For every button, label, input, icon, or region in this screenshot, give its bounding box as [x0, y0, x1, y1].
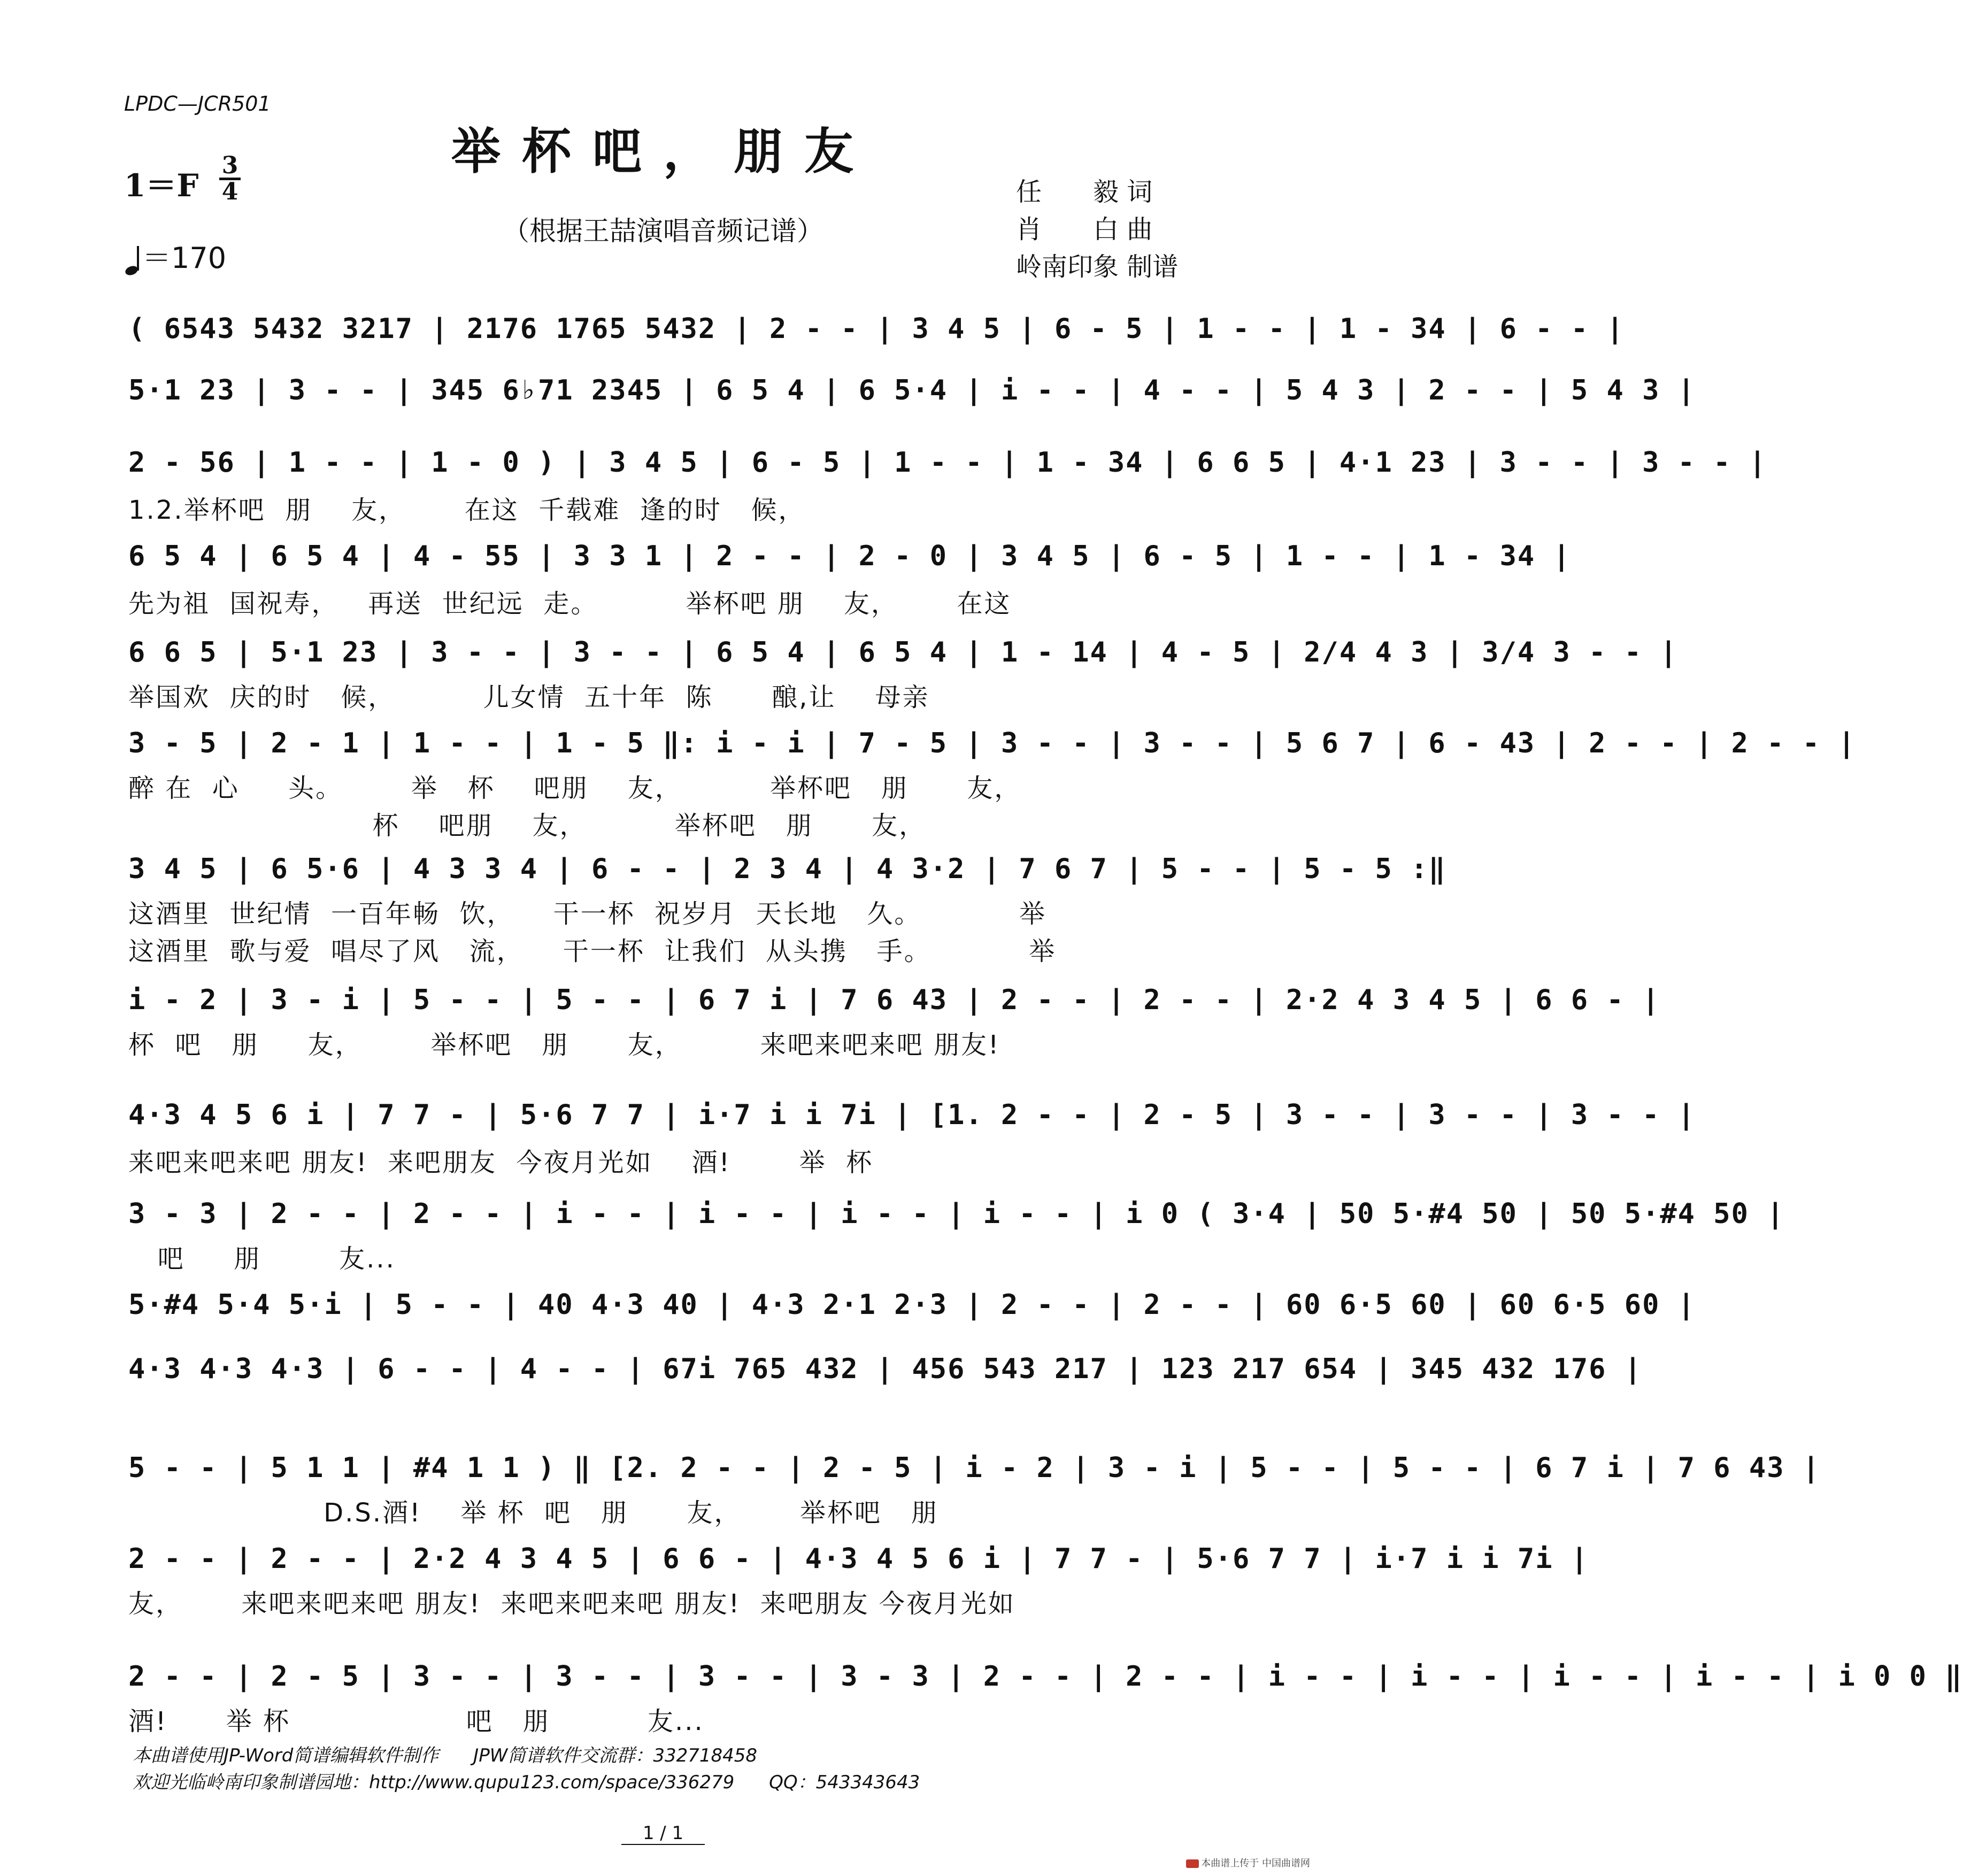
footer-website-note: 欢迎光临岭南印象制谱园地：http://www.qupu123.com/space/336279 QQ：543343643: [133, 1772, 920, 1793]
arranger-credit: 岭南印象 制谱: [1016, 252, 1179, 282]
score-line-2: 5·1 23 | 3 - - | 345 6♭71 2345 | 6 5 4 | 6 5·4 | i - - | 4 - - | 5 4 3 | 2 - - | 5 4 3 |: [128, 374, 1696, 406]
score-code: LPDC—JCR501: [124, 92, 271, 116]
lyric-line-6a: 醉 在 心 头。 举 杯 吧朋 友， 举杯吧 朋 友，: [128, 773, 1022, 803]
lyric-line-14: 友， 来吧来吧来吧 朋友! 来吧来吧来吧 朋友! 来吧朋友 今夜月光如: [128, 1589, 1015, 1619]
score-line-14: 2 - - | 2 - - | 2·2 4 3 4 5 | 6 6 - | 4·3 4 5 6 i | 7 7 - | 5·6 7 7 | i·7 i i 7i |: [128, 1543, 1589, 1575]
score-line-10: 3 - 3 | 2 - - | 2 - - | i - - | i - - | i - - | i - - | i 0 ( 3·4 | 50 5·#4 50 | 50 5·#4 50 |: [128, 1198, 1785, 1230]
key-signature: 1＝F: [124, 167, 199, 204]
score-line-4: 6 5 4 | 6 5 4 | 4 - 55 | 3 3 1 | 2 - - | 2 - 0 | 3 4 5 | 6 - 5 | 1 - - | 1 - 34 |: [128, 540, 1571, 572]
lyric-line-3: 1.2.举杯吧 朋 友， 在这 千载难 逢的时 候，: [128, 495, 806, 525]
lyric-line-8: 杯 吧 朋 友， 举杯吧 朋 友， 来吧来吧来吧 朋友!: [128, 1030, 1000, 1060]
site-logo-icon: [1186, 1859, 1199, 1868]
score-line-5: 6 6 5 | 5·1 23 | 3 - - | 3 - - | 6 5 4 | 6 5 4 | 1 - 14 | 4 - 5 | 2/4 4 3 | 3/4 3 - - |: [128, 636, 1678, 668]
score-line-13: 5 - - | 5 1 1 | #4 1 1 ) ‖ [2. 2 - - | 2 - 5 | i - 2 | 3 - i | 5 - - | 5 - - | 6 7 i | 7 6 43 |: [128, 1452, 1821, 1484]
lyric-line-7a: 这酒里 世纪情 一百年畅 饮， 干一杯 祝岁月 天长地 久。 举: [128, 899, 1046, 929]
time-signature-bottom: 4: [221, 178, 238, 205]
score-line-3: 2 - 56 | 1 - - | 1 - 0 ) | 3 4 5 | 6 - 5 | 1 - - | 1 - 34 | 6 6 5 | 4·1 23 | 3 - - | 3 - - |: [128, 447, 1767, 479]
score-line-7: 3 4 5 | 6 5·6 | 4 3 3 4 | 6 - - | 2 3 4 | 4 3·2 | 7 6 7 | 5 - - | 5 - 5 :‖: [128, 853, 1446, 885]
lyric-line-5: 举国欢 庆的时 候， 儿女情 五十年 陈 酿,让 母亲: [128, 682, 930, 712]
time-signature: [219, 154, 241, 204]
score-line-11: 5·#4 5·4 5·i | 5 - - | 40 4·3 40 | 4·3 2·1 2·3 | 2 - - | 2 - - | 60 6·5 60 | 60 6·5 60 |: [128, 1289, 1696, 1321]
song-title: 举杯吧，朋友: [451, 122, 875, 180]
lyric-line-6b: 杯 吧朋 友， 举杯吧 朋 友，: [128, 811, 927, 841]
quarter-note-icon: [124, 244, 142, 276]
score-line-1: ( 6543 5432 3217 | 2176 1765 5432 | 2 - - | 3 4 5 | 6 - 5 | 1 - - | 1 - 34 | 6 - - |: [128, 313, 1625, 345]
lyric-line-10: 吧 朋 友...: [128, 1244, 396, 1274]
score-line-9: 4·3 4 5 6 i | 7 7 - | 5·6 7 7 | i·7 i i 7i | [1. 2 - - | 2 - 5 | 3 - - | 3 - - | 3 - - |: [128, 1099, 1696, 1131]
page-number: 1 / 1: [0, 1823, 1326, 1844]
lyric-line-4: 先为祖 国祝寿， 再送 世纪远 走。 举杯吧 朋 友， 在这: [128, 589, 1012, 619]
watermark: 本曲谱上传于 中国曲谱网: [1184, 1856, 1310, 1870]
lyric-line-13: D.S.酒! 举 杯 吧 朋 友， 举杯吧 朋: [128, 1498, 938, 1528]
footer-software-note: 本曲谱使用JP-Word简谱编辑软件制作 JPW简谱软件交流群：332718458: [133, 1745, 758, 1766]
score-line-12: 4·3 4·3 4·3 | 6 - - | 4 - - | 67i 765 432 | 456 543 217 | 123 217 654 | 345 432 176 |: [128, 1353, 1643, 1385]
tempo-value: ＝170: [142, 241, 227, 275]
lyric-line-9: 来吧来吧来吧 朋友! 来吧朋友 今夜月光如 酒! 举 杯: [128, 1148, 874, 1178]
score-line-6: 3 - 5 | 2 - 1 | 1 - - | 1 - 5 ‖: i - i | 7 - 5 | 3 - - | 3 - - | 5 6 7 | 6 - 43 | 2 - - | 2 - - |: [128, 727, 1856, 759]
score-line-15: 2 - - | 2 - 5 | 3 - - | 3 - - | 3 - - | 3 - 3 | 2 - - | 2 - - | i - - | i - - | i - - | i - - | i 0 0 ‖: [128, 1660, 1963, 1693]
subtitle: （根据王喆演唱音频记谱）: [503, 216, 823, 247]
lyric-line-7b: 这酒里 歌与爱 唱尽了风 流， 干一杯 让我们 从头携 手。 举: [128, 936, 1057, 966]
lyricist-credit: 任 毅 词: [1016, 177, 1153, 207]
time-signature-top: 3: [221, 152, 238, 179]
composer-credit: 肖 白 曲: [1016, 214, 1153, 244]
score-line-8: i - 2 | 3 - i | 5 - - | 5 - - | 6 7 i | 7 6 43 | 2 - - | 2 - - | 2·2 4 3 4 5 | 6 6 - |: [128, 984, 1660, 1016]
lyric-line-15: 酒! 举 杯 吧 朋 友...: [128, 1706, 704, 1736]
